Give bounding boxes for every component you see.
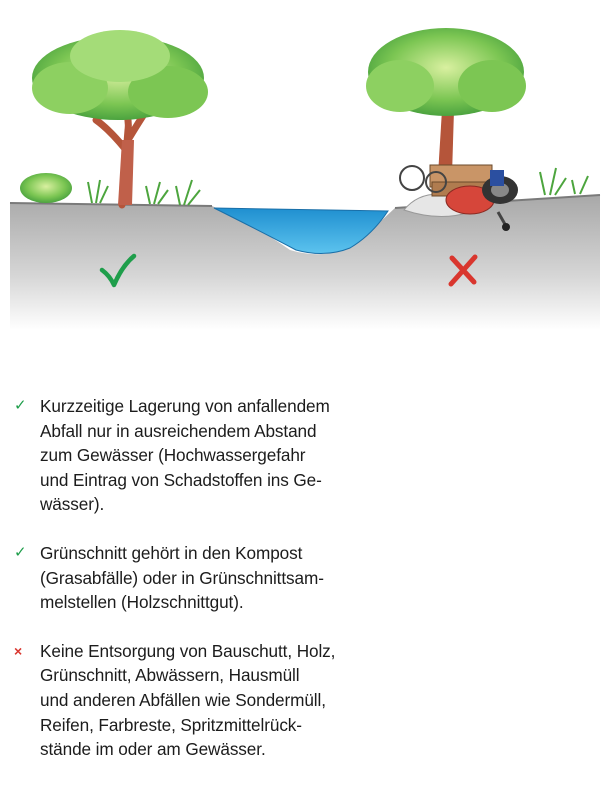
tree-right <box>366 28 526 175</box>
checkmark-icon: ✓ <box>14 543 27 561</box>
item-text-line: wässer). <box>40 494 105 515</box>
item-text-line: Keine Entsorgung von Bauschutt, Holz, <box>40 640 336 661</box>
item-text-line: Abfall nur in ausreichendem Abstand <box>40 420 317 441</box>
item-text-line: Kurzzeitige Lagerung von anfallendem <box>40 396 330 416</box>
riverbank-illustration <box>0 0 610 330</box>
item-text-line: und anderen Abfällen wie Sondermüll, <box>40 689 326 710</box>
item-text-line: Reifen, Farbreste, Spritzmittelrück- <box>40 714 302 735</box>
grass-left <box>88 180 200 205</box>
info-list <box>14 394 434 762</box>
item-text-line: Grünschnitt gehört in den Kompost <box>40 542 303 563</box>
item-text-line: melstellen (Holzschnittgut). <box>40 592 244 613</box>
grass-right <box>540 168 588 195</box>
cross-icon: × <box>14 642 23 659</box>
bush <box>20 173 72 203</box>
list-item <box>14 541 434 615</box>
list-item <box>14 639 434 762</box>
list-item <box>14 394 434 517</box>
item-text-line: Grünschnitt, Abwässern, Hausmüll <box>40 665 300 686</box>
item-text-line: und Eintrag von Schadstoffen ins Ge- <box>40 469 322 490</box>
checkmark-icon: ✓ <box>14 397 27 414</box>
item-text-line: zum Gewässer (Hochwassergefahr <box>40 445 306 466</box>
item-text-line: (Grasabfälle) oder in Grünschnittsam- <box>40 567 324 588</box>
item-text-line: stände im oder am Gewässer. <box>40 739 266 760</box>
